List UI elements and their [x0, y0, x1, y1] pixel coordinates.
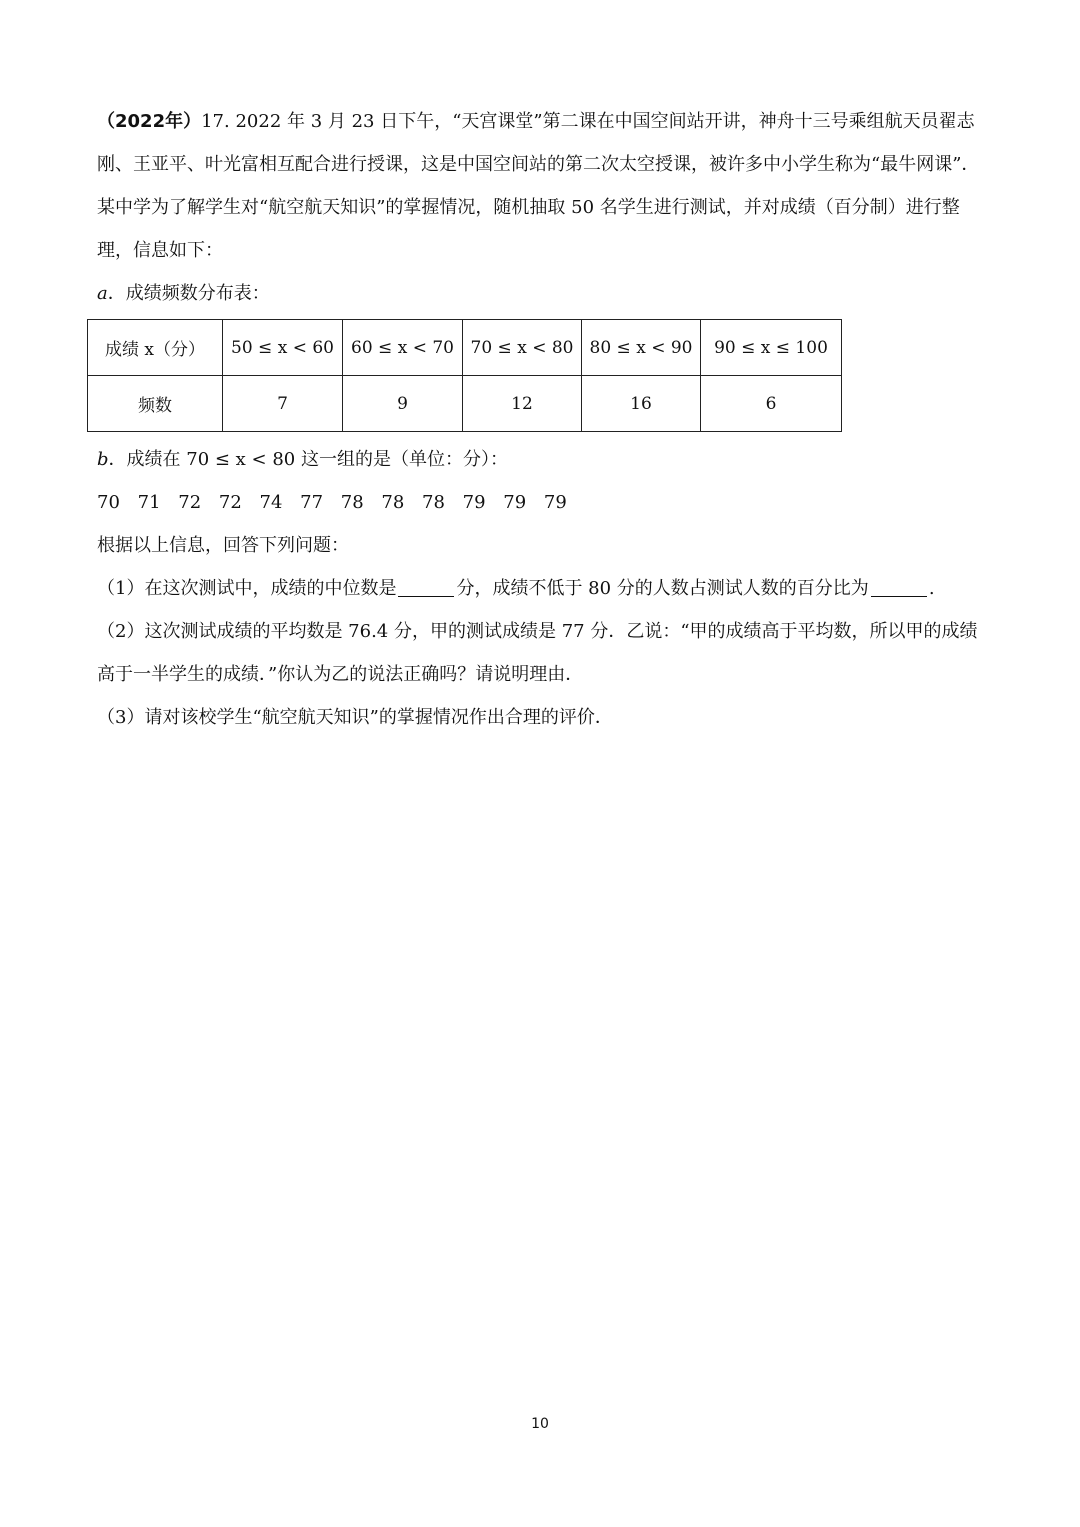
part-b-heading — [97, 438, 987, 481]
part-a-letter: a — [97, 283, 108, 304]
page-number: 10 — [531, 1416, 549, 1432]
problem-content — [97, 100, 987, 739]
q1-text-before: （1）在这次测试中，成绩的中位数是 — [97, 578, 397, 599]
part-a-heading — [97, 272, 987, 315]
intro-text: 17. 2022 年 3 月 23 日下午，“天宫课堂”第二课在中国空间站开讲，神舟十三号乘组航天员翟志刚、王亚平、叶光富相互配合进行授课，这是中国空间站的第二次太空授课，被许多中小学生称为“最牛网课”．某中学为了解学生对“航空航天知识”的掌握情况，随机抽取 50 名学生进行测试，并对成绩（百分制）进行整理，信息如下： — [97, 111, 980, 261]
part-a-label: ．成绩频数分布表： — [107, 283, 270, 304]
q1-text-middle: 分，成绩不低于 80 分的人数占测试人数的百分比为 — [456, 578, 869, 599]
question-1 — [97, 567, 987, 610]
frequency-table — [87, 319, 842, 432]
question-2: （2）这次测试成绩的平均数是 76.4 分，甲的测试成绩是 77 分．乙说：“甲的成绩高于平均数，所以甲的成绩高于一半学生的成绩．”你认为乙的说法正确吗？请说明理由． — [97, 621, 978, 685]
table-cell-count: 16 — [582, 376, 701, 432]
table-cell-count: 6 — [701, 376, 842, 432]
table-cell-range: 50 ≤ x < 60 — [223, 320, 343, 376]
table-row-counts — [88, 376, 842, 432]
table-cell-range: 70 ≤ x < 80 — [463, 320, 582, 376]
table-cell-range: 80 ≤ x < 90 — [582, 320, 701, 376]
table-cell-range: 60 ≤ x < 70 — [343, 320, 463, 376]
problem-intro — [97, 100, 987, 272]
q1-text-after: . — [928, 578, 935, 599]
table-cell-count: 9 — [343, 376, 463, 432]
table-cell-count: 7 — [223, 376, 343, 432]
part-b-letter: b — [97, 449, 109, 470]
table-header-frequency: 频数 — [88, 376, 223, 432]
question-prompt: 根据以上信息，回答下列问题： — [97, 535, 349, 556]
question-3: （3）请对该校学生“航空航天知识”的掌握情况作出合理的评价． — [97, 707, 613, 728]
answer-blank-percentage[interactable] — [871, 578, 927, 597]
year-tag: （2022年） — [97, 111, 202, 132]
table-cell-count: 12 — [463, 376, 582, 432]
part-b-label: ．成绩在 70 ≤ x < 80 这一组的是（单位：分）： — [108, 449, 508, 470]
table-cell-range: 90 ≤ x ≤ 100 — [701, 320, 842, 376]
score-list: 70 71 72 72 74 77 78 78 78 79 79 79 — [97, 492, 567, 513]
table-header-score: 成绩 x（分） — [88, 320, 223, 376]
answer-blank-median[interactable] — [398, 578, 454, 597]
table-row-ranges — [88, 320, 842, 376]
